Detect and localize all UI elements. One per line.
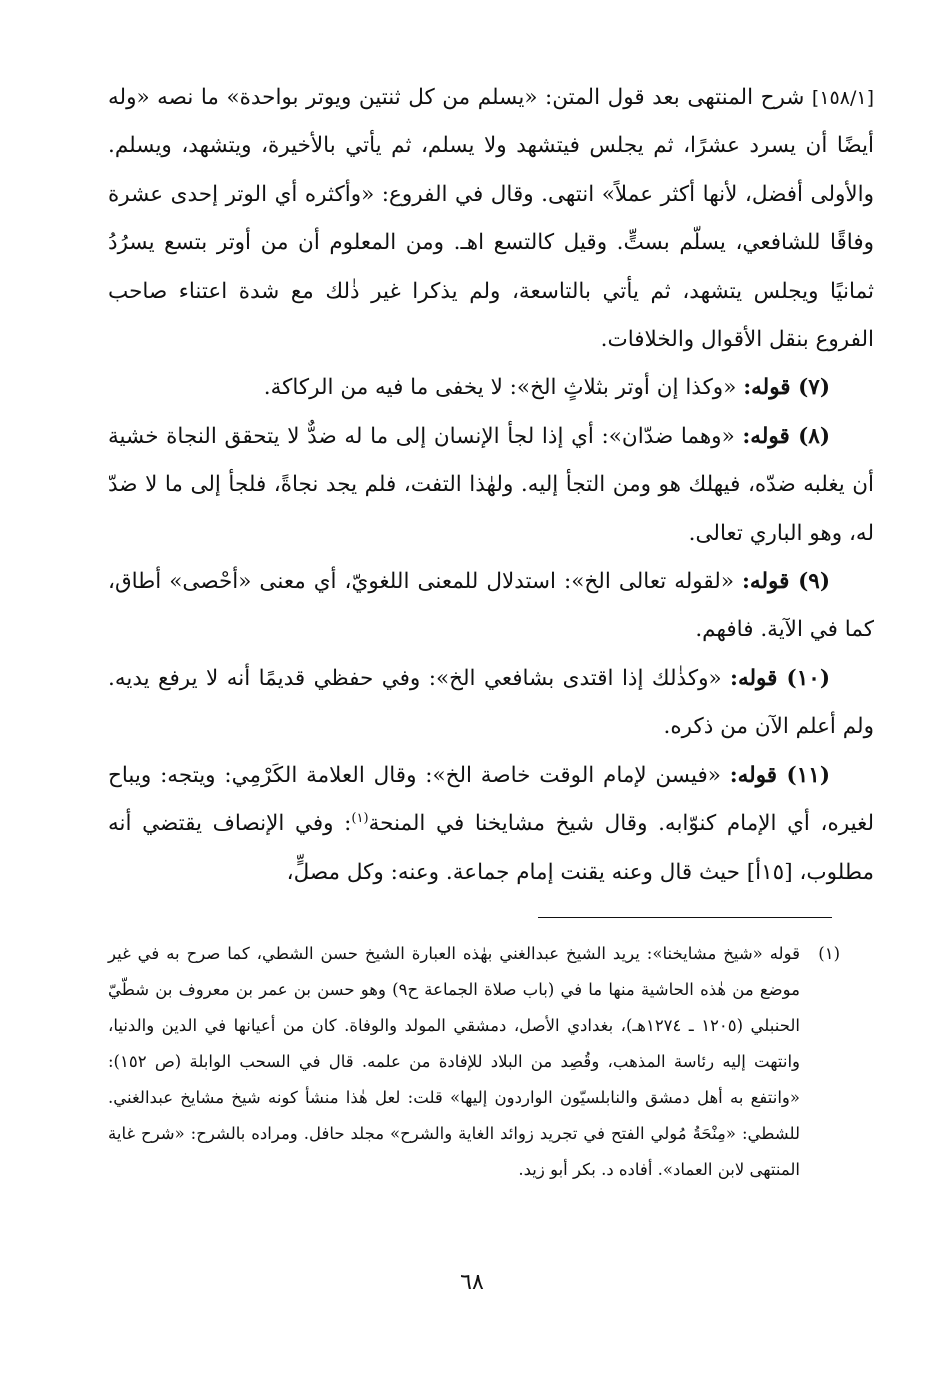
paragraph-lead: (١٠) قوله: (730, 665, 830, 691)
paragraph-7 (108, 364, 874, 412)
paragraph-text: شرح المنتهى بعد قول المتن: «يسلم من كل ثنتين ويوتر بواحدة» ما نصه «وله أيضًا أن يسرد عشرًا، ثم يجلس فيتشهد ولا يسلم، ثم يأتي بالأخيرة، ويتشهد، ويسلم. والأولى أفضل، لأنها أكثر عملاً» انتهى. وقال في الفروع: «وأكثره أي الوتر إحدى عشرة وفاقًا للشافعي، يسلّم بستٍّ. وقيل كالتسع اهـ. ومن المعلوم أن من أوتر بتسع يسرُدُ ثمانيًا ويجلس يتشهد، ثم يأتي بالتاسعة، ولم يذكرا غير ذٰلك مع شدة اعتناء صاحب الفروع بنقل الأقوال والخلافات. (108, 85, 874, 353)
paragraph-1 (108, 74, 874, 364)
paragraph-lead: (٩) قوله: (742, 569, 830, 595)
paragraph-text: «فيسن لإمام الوقت خاصة الخ»: وقال العلامة الكَرْمِي: ويتجه: ويباح لغيره، أي الإمام كنوّابه. وقال شيخ مشايخنا في المنحة (108, 762, 874, 837)
paragraph-text: «وكذٰلك إذا اقتدى بشافعي الخ»: وفي حفظي قديمًا أنه لا يرفع يديه. ولم أعلم الآن من ذكره. (108, 665, 874, 740)
paragraph-text: «لقوله تعالى الخ»: استدلال للمعنى اللغويّ، أي معنى «أحْصى» أطاق، كما في الآية. فافهم. (108, 569, 874, 643)
paragraph-text-tail: : وفي الإنصاف يقتضي أنه مطلوب، [١٥أ] حيث قال وعنه يقنت إمام جماعة. وعنه: وكل مصلٍّ، (108, 811, 874, 885)
paragraph-lead: (٧) قوله: (743, 375, 830, 401)
footnote-marker[interactable]: (١) (351, 810, 369, 826)
footnote-number: (١) (818, 944, 840, 963)
paragraph-8 (108, 413, 874, 558)
paragraph-10 (108, 655, 874, 752)
paragraph-text: «وهما ضدّان»: أي إذا لجأ الإنسان إلى ما له ضدٌّ لا يتحقق النجاة خشية أن يغلبه ضدّه، فيهلك هو ومن التجأ إليه. ولهٰذا التفت، فلم يجد نجاةً، فلجأ إلى ما لا ضدّ له، وهو الباري تعالى. (108, 423, 874, 546)
paragraph-9 (108, 558, 874, 655)
paragraph-lead: (٨) قوله: (742, 423, 830, 449)
main-text (108, 74, 874, 897)
page-number: ٦٨ (460, 1270, 484, 1295)
footnote-text: قوله «شيخ مشايخنا»: يريد الشيخ عبدالغني بهٰذه العبارة الشيخ حسن الشطي، كما صرح به في غير موضع من هٰذه الحاشية منها ما في (باب صلاة الجماعة ح٩) وهو حسن بن عمر بن معروف بن شطّيّ الحنبلي (١٢٠٥ ـ ١٢٧٤هـ)، بغدادي الأصل، دمشقي المولد والوفاة. كان من أعيانها في الدين والدنيا، وانتهت إليه رئاسة المذهب، وقُصِد من البلاد للإفادة من علمه. قال في السحب الوابلة (ص ١٥٢): «وانتفع به أهل دمشق والنابلسيّون الواردون إليها» قلت: لعل هٰذا منشأ كونه شيخ مشايخ عبدالغني. للشطي: «مِنْحَةُ مُولي الفتح في تجريد زوائد الغاية والشرح» مجلد حافل. ومراده بالشرح: «شرح غاية المنتهى لابن العماد». أفاده د. بكر أبو زيد. (108, 944, 800, 1179)
footnote-divider (538, 917, 832, 918)
footnote (108, 936, 840, 1188)
paragraph-lead: (١١) قوله: (729, 762, 830, 788)
page-reference-tag: [١٥٨/١] (811, 87, 874, 109)
paragraph-11 (108, 752, 874, 897)
footnotes (108, 936, 840, 1188)
paragraph-text: «وكذا إن أوتر بثلاثٍ الخ»: لا يخفى ما فيه من الركاكة. (263, 375, 744, 401)
